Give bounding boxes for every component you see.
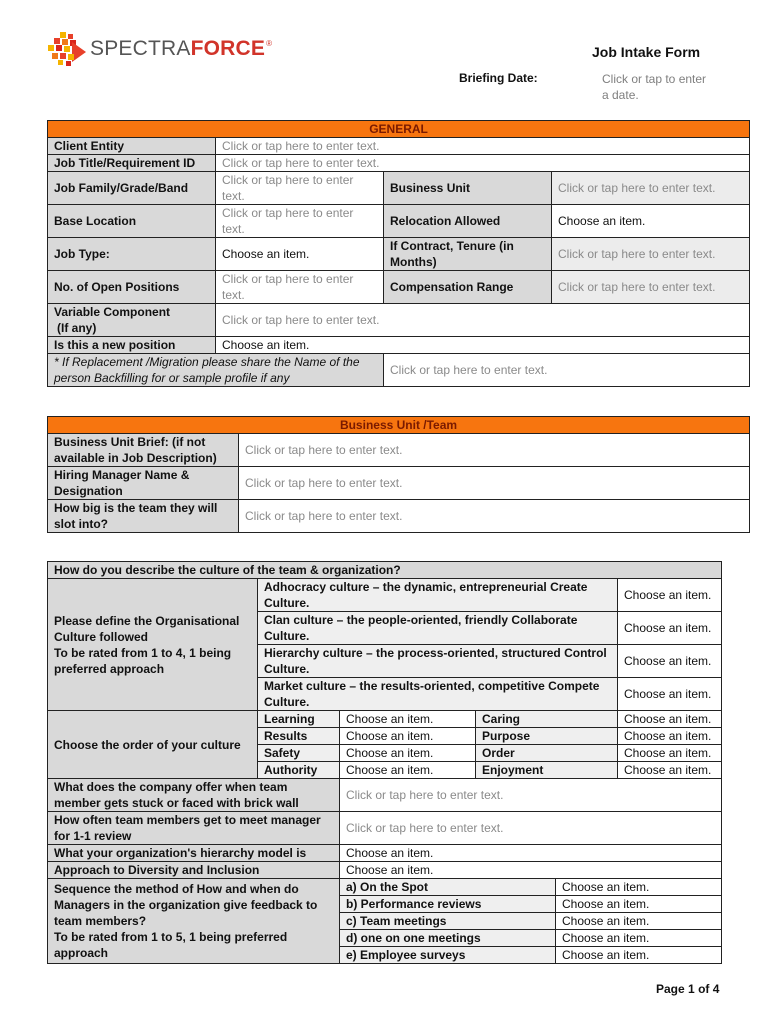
team-size-field[interactable]: Click or tap here to enter text. [239,500,750,533]
registered-mark: ® [266,39,273,48]
hiring-manager-field[interactable]: Click or tap here to enter text. [239,467,750,500]
culture-type-adhocracy: Adhocracy culture – the dynamic, entrepreneurial Create Culture. [258,579,618,612]
new-position-label: Is this a new position [48,337,216,354]
hierarchy-model-label: What your organization's hierarchy model is [48,845,340,862]
general-table [47,120,750,387]
general-section-header: GENERAL [48,121,750,138]
logo-text-force: FORCE [190,37,266,60]
order-purpose-dropdown[interactable]: Choose an item. [618,728,722,745]
feedback-employee-surveys-dropdown[interactable]: Choose an item. [556,947,722,964]
order-caring-dropdown[interactable]: Choose an item. [618,711,722,728]
base-location-field[interactable]: Click or tap here to enter text. [216,205,384,238]
stuck-support-label: What does the company offer when team member gets stuck or faced with brick wall [48,779,340,812]
diversity-label: Approach to Diversity and Inclusion [48,862,340,879]
bu-brief-label: Business Unit Brief: (if not available in Job Description) [48,434,239,467]
feedback-team-meetings-dropdown[interactable]: Choose an item. [556,913,722,930]
hierarchy-model-dropdown[interactable]: Choose an item. [340,845,722,862]
relocation-label: Relocation Allowed [384,205,552,238]
order-item-learning: Learning [258,711,340,728]
feedback-on-the-spot-dropdown[interactable]: Choose an item. [556,879,722,896]
logo-text-spectra: SPECTRA [90,37,191,60]
compensation-label: Compensation Range [384,271,552,304]
open-positions-label: No. of Open Positions [48,271,216,304]
page-indicator [656,982,719,996]
culture-type-clan-dropdown[interactable]: Choose an item. [618,612,722,645]
compensation-field[interactable]: Click or tap here to enter text. [552,271,750,304]
culture-type-market-dropdown[interactable]: Choose an item. [618,678,722,711]
feedback-one-on-one: d) one on one meetings [340,930,556,947]
logo-wordmark [90,37,272,61]
feedback-team-meetings: c) Team meetings [340,913,556,930]
feedback-method-label [48,879,340,964]
order-authority-dropdown[interactable]: Choose an item. [340,762,476,779]
page-current: 1 [688,982,695,996]
briefing-date-field[interactable]: Click or tap to enter a date. [602,72,707,102]
variable-component-field[interactable]: Click or tap here to enter text. [216,304,750,337]
new-position-dropdown[interactable]: Choose an item. [216,337,750,354]
business-unit-table [47,416,750,533]
tenure-label: If Contract, Tenure (in Months) [384,238,552,271]
culture-question-header: How do you describe the culture of the team & organization? [48,562,722,579]
variable-component-label [48,304,216,337]
business-unit-field[interactable]: Click or tap here to enter text. [552,172,750,205]
order-item-authority: Authority [258,762,340,779]
culture-type-hierarchy-dropdown[interactable]: Choose an item. [618,645,722,678]
order-item-enjoyment: Enjoyment [476,762,618,779]
culture-type-clan: Clan culture – the people-oriented, friendly Collaborate Culture. [258,612,618,645]
order-item-purpose: Purpose [476,728,618,745]
replacement-label: * If Replacement /Migration please share the Name of the person Backfilling for or sample profile if any [48,354,384,387]
business-unit-label: Business Unit [384,172,552,205]
job-family-label: Job Family/Grade/Band [48,172,216,205]
open-positions-field[interactable]: Click or tap here to enter text. [216,271,384,304]
order-results-dropdown[interactable]: Choose an item. [340,728,476,745]
business-unit-section-header: Business Unit /Team [48,417,750,434]
feedback-on-the-spot: a) On the Spot [340,879,556,896]
order-item-results: Results [258,728,340,745]
define-culture-text: Please define the Organisational Culture followed [54,613,240,644]
variable-component-label-line1: Variable Component [54,305,171,319]
feedback-rating-note: To be rated from 1 to 5, 1 being preferred approach [54,930,288,960]
page-of: of [698,982,710,996]
feedback-one-on-one-dropdown[interactable]: Choose an item. [556,930,722,947]
feedback-performance-reviews: b) Performance reviews [340,896,556,913]
define-culture-rating-note: To be rated from 1 to 4, 1 being preferred approach [54,645,232,676]
culture-type-hierarchy: Hierarchy culture – the process-oriented, structured Control Culture. [258,645,618,678]
job-type-dropdown[interactable]: Choose an item. [216,238,384,271]
one-on-one-label: How often team members get to meet manager for 1-1 review [48,812,340,845]
define-culture-label [48,579,258,711]
spectraforce-logo [48,32,272,66]
replacement-field[interactable]: Click or tap here to enter text. [384,354,750,387]
page-total: 4 [712,982,720,996]
order-order-dropdown[interactable]: Choose an item. [618,745,722,762]
feedback-performance-reviews-dropdown[interactable]: Choose an item. [556,896,722,913]
job-title-label: Job Title/Requirement ID [48,155,216,172]
order-enjoyment-dropdown[interactable]: Choose an item. [618,762,722,779]
page-prefix: Page [656,982,685,996]
job-title-field[interactable]: Click or tap here to enter text. [216,155,750,172]
feedback-method-text: Sequence the method of How and when do Managers in the organization give feedback to team members? [54,882,318,928]
briefing-date-label: Briefing Date: [459,71,538,85]
order-item-safety: Safety [258,745,340,762]
base-location-label: Base Location [48,205,216,238]
culture-type-adhocracy-dropdown[interactable]: Choose an item. [618,579,722,612]
order-learning-dropdown[interactable]: Choose an item. [340,711,476,728]
stuck-support-field[interactable]: Click or tap here to enter text. [340,779,722,812]
culture-order-label: Choose the order of your culture [48,711,258,779]
form-title: Job Intake Form [592,44,701,60]
feedback-employee-surveys: e) Employee surveys [340,947,556,964]
job-type-label: Job Type: [48,238,216,271]
client-entity-label: Client Entity [48,138,216,155]
one-on-one-field[interactable]: Click or tap here to enter text. [340,812,722,845]
client-entity-field[interactable]: Click or tap here to enter text. [216,138,750,155]
hiring-manager-label: Hiring Manager Name & Designation [48,467,239,500]
order-item-caring: Caring [476,711,618,728]
relocation-dropdown[interactable]: Choose an item. [552,205,750,238]
culture-type-market: Market culture – the results-oriented, competitive Compete Culture. [258,678,618,711]
logo-arrow-icon [48,32,92,66]
bu-brief-field[interactable]: Click or tap here to enter text. [239,434,750,467]
diversity-dropdown[interactable]: Choose an item. [340,862,722,879]
team-size-label: How big is the team they will slot into? [48,500,239,533]
order-item-order: Order [476,745,618,762]
job-family-field[interactable]: Click or tap here to enter text. [216,172,384,205]
culture-table [47,561,722,964]
order-safety-dropdown[interactable]: Choose an item. [340,745,476,762]
variable-component-label-line2: (If any) [57,321,97,335]
tenure-field[interactable]: Click or tap here to enter text. [552,238,750,271]
